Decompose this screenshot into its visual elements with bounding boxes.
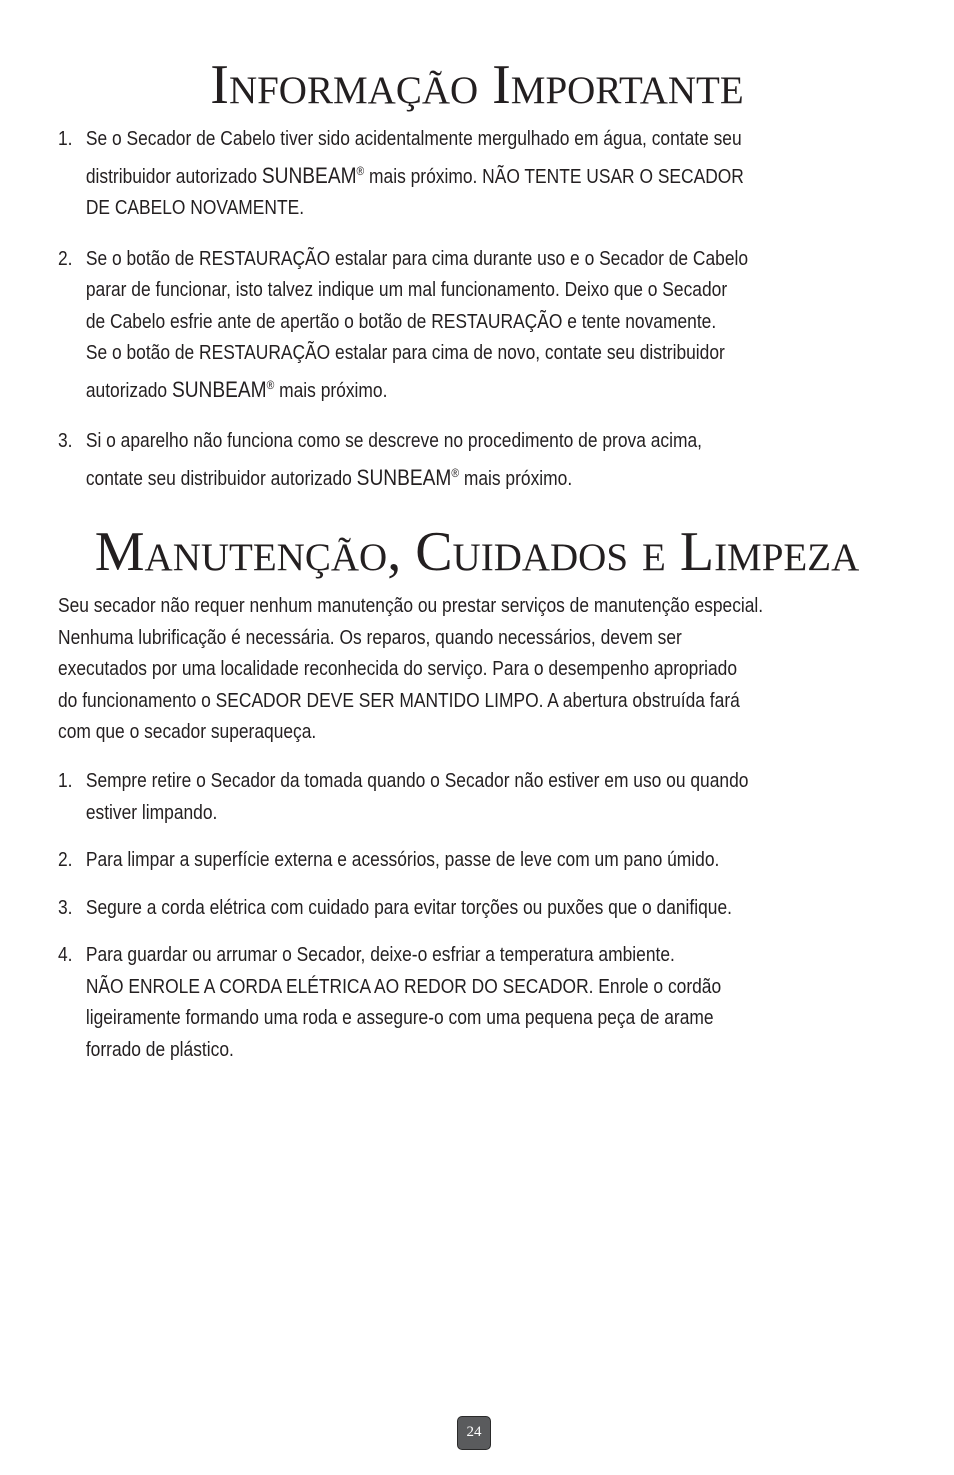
brand-name: SUNBEAM (356, 464, 452, 490)
page-number-badge: 24 (457, 1416, 491, 1450)
list-item-number: 4. (58, 944, 73, 966)
section-title-manutencao: Manutenção, Cuidados e Limpeza (94, 521, 860, 583)
paragraph-line: Seu secador não requer nenhum manutenção ou prestar serviços de manutenção especial. (58, 595, 764, 617)
list-item-line: Segure a corda elétrica com cuidado para evitar torções ou puxões que o danifique. (85, 896, 732, 919)
list-item-number: 3. (58, 896, 73, 919)
list-item-line: contate seu distribuidor autorizado SUNBEAM® mais próximo. (85, 464, 573, 490)
list-item-line: ligeiramente formando uma roda e assegure-o com uma pequena peça de arame (85, 1007, 714, 1029)
list-item (58, 766, 893, 829)
list-item-line: estiver limpando. (85, 801, 218, 824)
brand-name: SUNBEAM (171, 376, 267, 402)
paragraph-line: Nenhuma lubrificação é necessária. Os reparos, quando necessários, devem ser (58, 626, 682, 649)
list-item-number: 3. (58, 430, 73, 452)
list-item-number: 2. (58, 247, 73, 270)
list-item-number: 2. (58, 849, 73, 871)
info-list (58, 124, 893, 514)
maintenance-list (58, 766, 893, 1082)
list-item-line: Para limpar a superfície externa e acessórios, passe de leve com um pano úmido. (85, 849, 720, 871)
list-item (58, 893, 893, 925)
list-item (58, 124, 893, 225)
list-item (58, 845, 893, 877)
list-item-line: Se o Secador de Cabelo tiver sido acidentalmente mergulhado em água, contate seu (85, 128, 742, 150)
list-item-line: de Cabelo esfrie ante de apertão o botão de RESTAURAÇÃO e tente novamente. (85, 310, 717, 333)
list-item-line: parar de funcionar, isto talvez indique um mal funcionamento. Deixo que o Secador (85, 279, 728, 301)
list-item (58, 940, 893, 1066)
list-item-line: Sempre retire o Secador da tomada quando o Secador não estiver em uso ou quando (85, 770, 749, 792)
registered-mark: ® (356, 163, 365, 178)
registered-mark: ® (451, 465, 460, 480)
list-item-line: Para guardar ou arrumar o Secador, deixe-o esfriar a temperatura ambiente. (85, 944, 675, 966)
list-item-line: distribuidor autorizado SUNBEAM® mais próximo. NÃO TENTE USAR O SECADOR (85, 162, 744, 188)
list-item-line: DE CABELO NOVAMENTE. (85, 197, 305, 219)
list-item-line: Se o botão de RESTAURAÇÃO estalar para cima durante uso e o Secador de Cabelo (85, 247, 749, 270)
list-item-number: 1. (58, 770, 73, 792)
list-item-line: Si o aparelho não funciona como se descreve no procedimento de prova acima, (85, 430, 702, 452)
list-item-line: NÃO ENROLE A CORDA ELÉTRICA AO REDOR DO SECADOR. Enrole o cordão (85, 975, 722, 998)
list-item-line: autorizado SUNBEAM® mais próximo. (85, 376, 388, 402)
paragraph-line: executados por uma localidade reconhecida do serviço. Para o desempenho apropriado (58, 658, 738, 680)
list-item-line: Se o botão de RESTAURAÇÃO estalar para cima de novo, contate seu distribuidor (85, 342, 725, 364)
list-item-line: forrado de plástico. (85, 1038, 234, 1061)
paragraph-line: do funcionamento o SECADOR DEVE SER MANTIDO LIMPO. A abertura obstruída fará (58, 689, 740, 712)
paragraph-line: com que o secador superaqueça. (58, 721, 317, 743)
section-title-informacao: Informação Importante (210, 54, 744, 116)
registered-mark: ® (266, 377, 275, 392)
intro-paragraph (58, 591, 893, 749)
list-item (58, 244, 893, 408)
brand-name: SUNBEAM (261, 162, 357, 188)
list-item-number: 1. (58, 128, 73, 150)
list-item (58, 426, 893, 495)
